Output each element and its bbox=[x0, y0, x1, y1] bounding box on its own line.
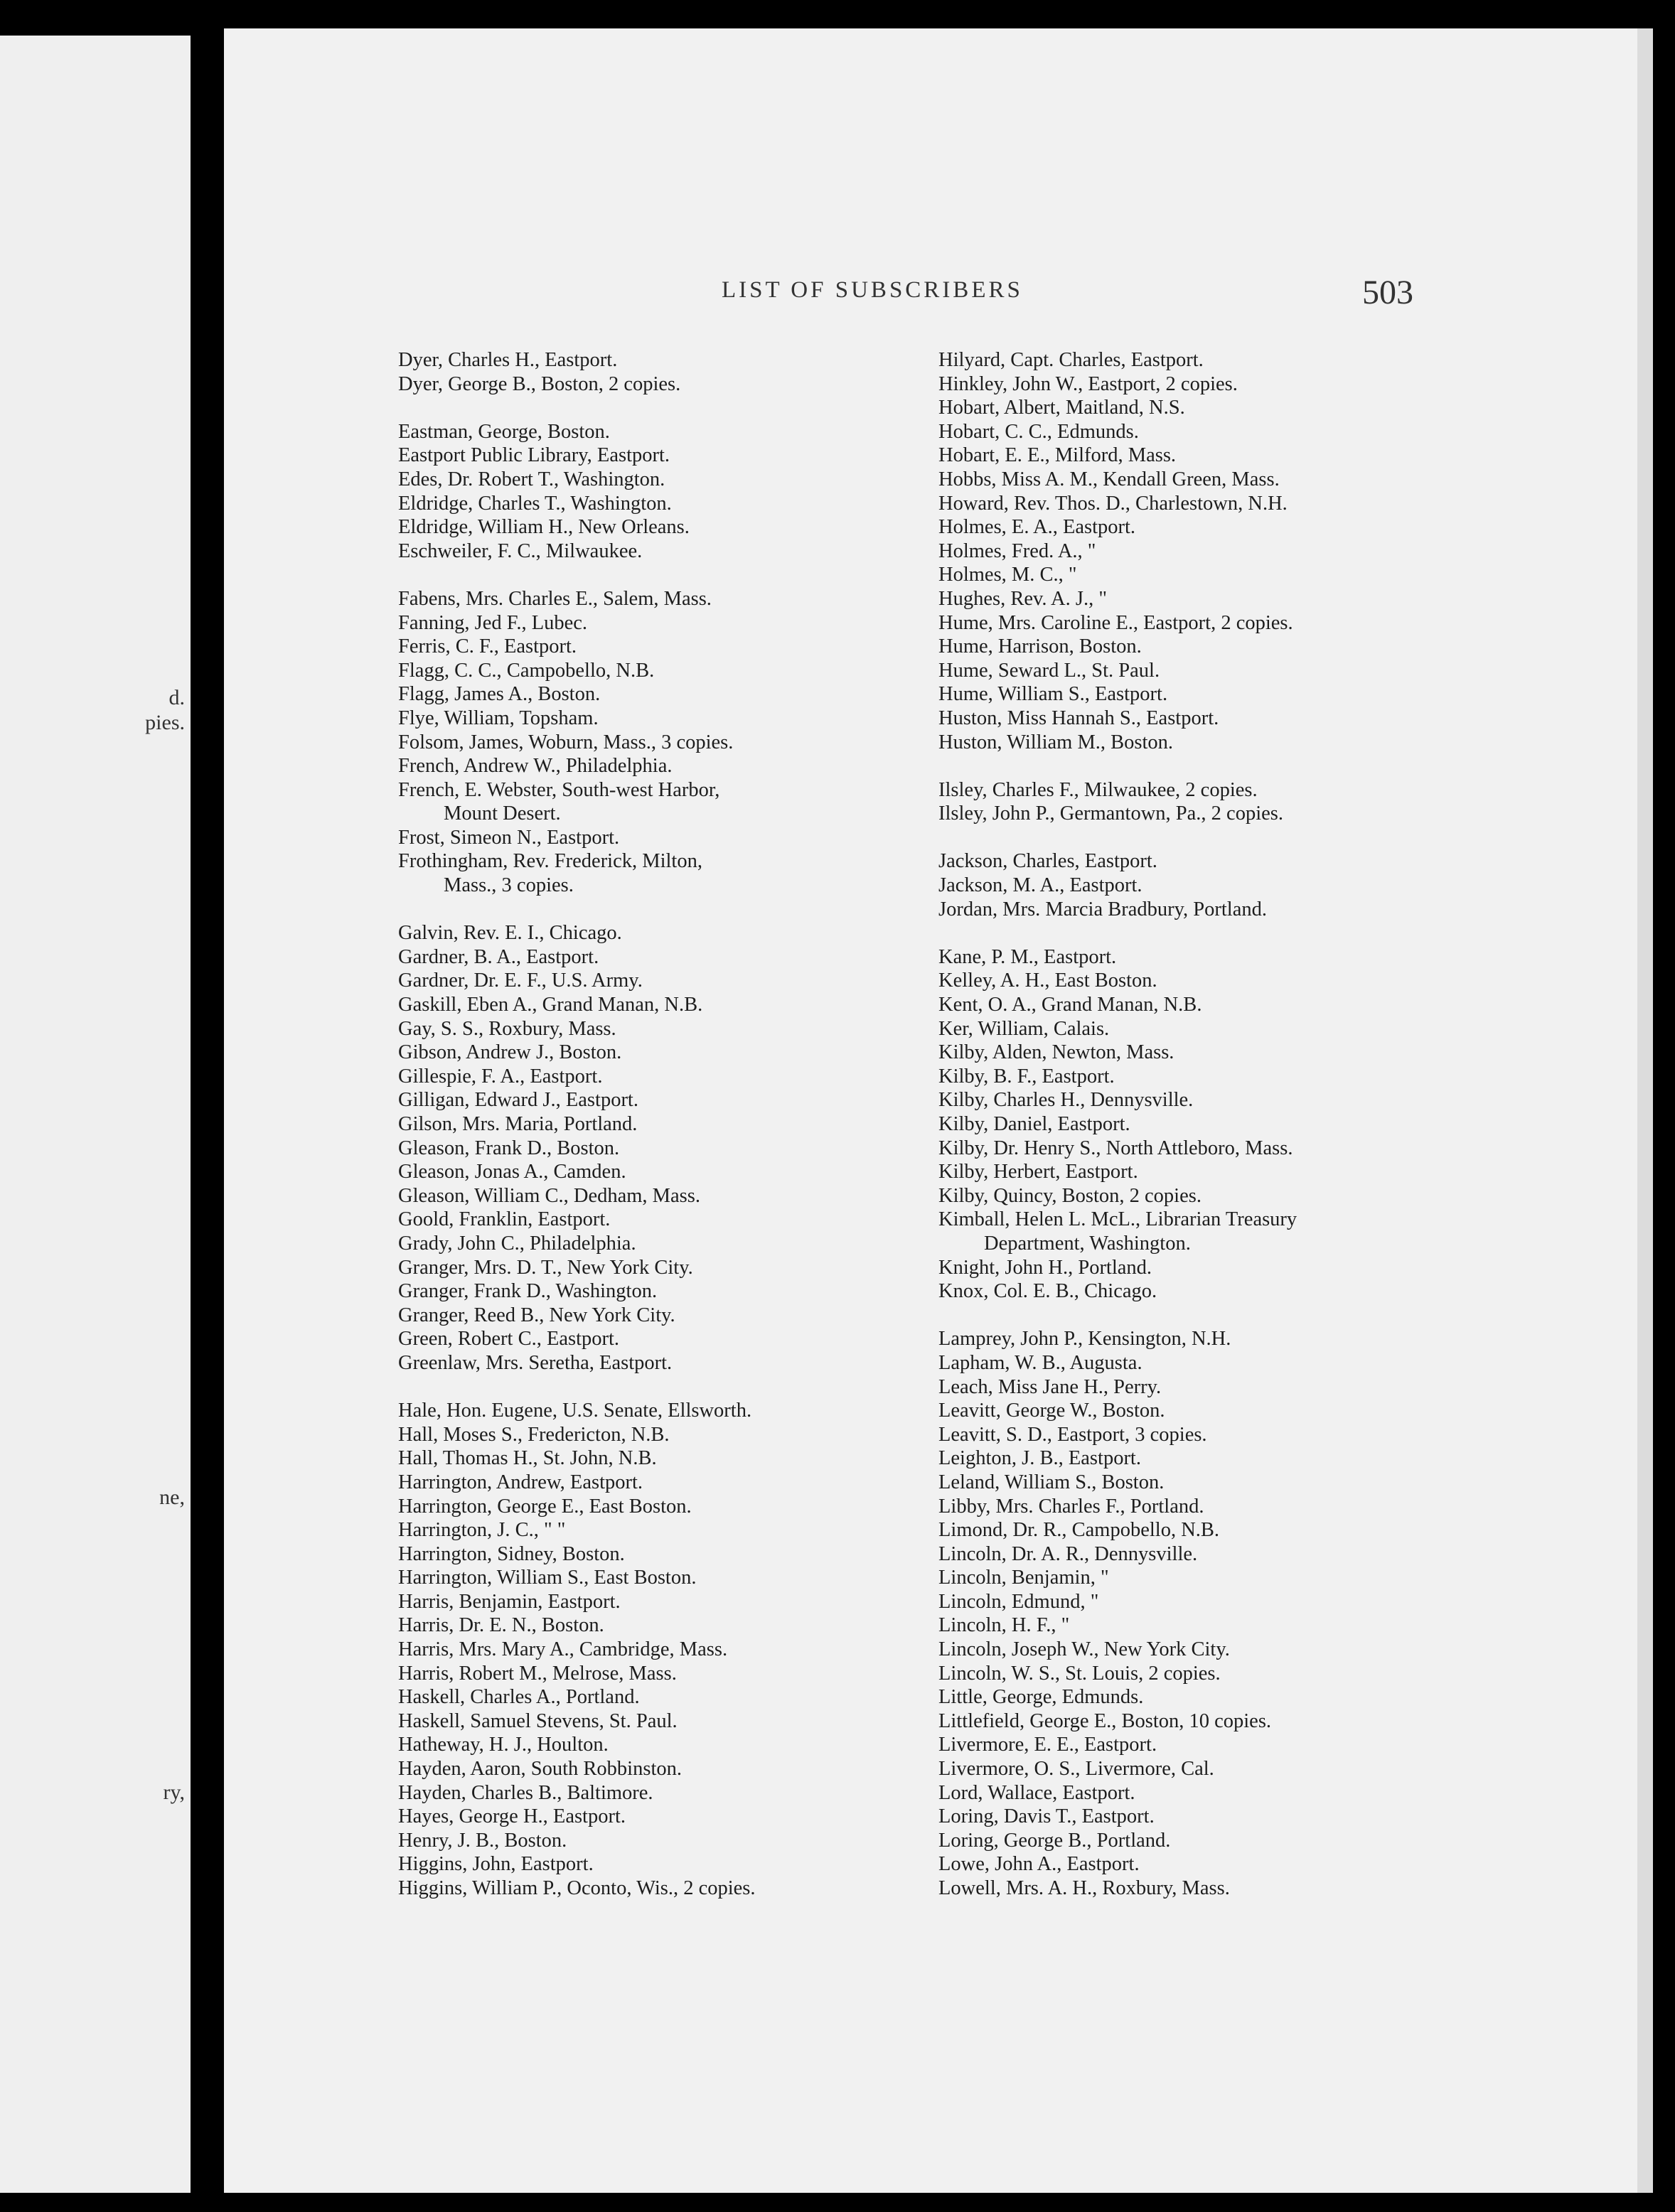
section-gap bbox=[398, 563, 899, 587]
subscriber-column-right bbox=[938, 348, 1479, 1901]
subscriber-entry-continuation: Mass., 3 copies. bbox=[444, 874, 574, 897]
subscriber-entry: Huston, William M., Boston. bbox=[938, 731, 1174, 753]
subscriber-entry: Gardner, B. A., Eastport. bbox=[398, 945, 599, 968]
subscriber-entry: Hume, Seward L., St. Paul. bbox=[938, 659, 1160, 682]
subscriber-entry: French, E. Webster, South-west Harbor, bbox=[398, 778, 720, 801]
section-gap bbox=[938, 1304, 1479, 1328]
subscriber-entry: French, Andrew W., Philadelphia. bbox=[398, 755, 673, 778]
section-gap bbox=[398, 1375, 899, 1400]
subscriber-entry: Frost, Simeon N., Eastport. bbox=[398, 826, 620, 849]
subscriber-entry: Holmes, M. C., " bbox=[938, 564, 1077, 586]
subscriber-entry: Kilby, Dr. Henry S., North Attleboro, Mass. bbox=[938, 1137, 1293, 1159]
subscriber-entry: Kilby, Daniel, Eastport. bbox=[938, 1113, 1130, 1135]
subscriber-entry: Harris, Robert M., Melrose, Mass. bbox=[398, 1662, 677, 1685]
subscriber-entry: Hayden, Aaron, South Robbinston. bbox=[398, 1758, 682, 1781]
subscriber-entry: Littlefield, George E., Boston, 10 copies. bbox=[938, 1709, 1272, 1732]
subscriber-entry: Frothingham, Rev. Frederick, Milton, bbox=[398, 850, 702, 873]
section-gap bbox=[938, 921, 1479, 945]
subscriber-entry: Harrington, George E., East Boston. bbox=[398, 1495, 692, 1518]
facing-page-fragment: pies. bbox=[145, 711, 185, 734]
subscriber-entry: Gleason, Frank D., Boston. bbox=[398, 1137, 620, 1159]
subscriber-entry: Holmes, Fred. A., " bbox=[938, 539, 1096, 562]
subscriber-entry: Flagg, James A., Boston. bbox=[398, 683, 601, 706]
subscriber-entry: Eldridge, Charles T., Washington. bbox=[398, 492, 672, 515]
section-gap bbox=[938, 754, 1479, 778]
subscriber-entry: Hume, Mrs. Caroline E., Eastport, 2 copies. bbox=[938, 611, 1293, 634]
page-number: 503 bbox=[1362, 274, 1413, 311]
subscriber-entry: Granger, Mrs. D. T., New York City. bbox=[398, 1256, 693, 1279]
subscriber-entry: Lincoln, W. S., St. Louis, 2 copies. bbox=[938, 1662, 1221, 1685]
subscriber-entry: Green, Robert C., Eastport. bbox=[398, 1328, 620, 1351]
subscriber-entry: Ker, William, Calais. bbox=[938, 1017, 1110, 1040]
subscriber-entry: Lincoln, Benjamin, " bbox=[938, 1567, 1109, 1589]
subscriber-entry: Huston, Miss Hannah S., Eastport. bbox=[938, 707, 1219, 729]
subscriber-entry: Hall, Moses S., Fredericton, N.B. bbox=[398, 1423, 670, 1446]
subscriber-entry: Leighton, J. B., Eastport. bbox=[938, 1447, 1141, 1470]
subscriber-entry: Lowe, John A., Eastport. bbox=[938, 1853, 1140, 1876]
subscriber-entry: Hayden, Charles B., Baltimore. bbox=[398, 1781, 653, 1804]
section-gap bbox=[398, 898, 899, 922]
subscriber-entry-continuation: Department, Washington. bbox=[984, 1232, 1191, 1255]
subscriber-entry: Holmes, E. A., Eastport. bbox=[938, 516, 1136, 539]
subscriber-entry: Kane, P. M., Eastport. bbox=[938, 945, 1117, 968]
subscriber-entry: Haskell, Charles A., Portland. bbox=[398, 1686, 640, 1709]
facing-page-fragment: ne, bbox=[159, 1486, 185, 1509]
subscriber-entry: Kilby, Charles H., Dennysville. bbox=[938, 1089, 1194, 1112]
subscriber-entry: Eldridge, William H., New Orleans. bbox=[398, 516, 690, 539]
subscriber-entry: Gaskill, Eben A., Grand Manan, N.B. bbox=[398, 994, 703, 1016]
subscriber-entry: Harrington, William S., East Boston. bbox=[398, 1567, 697, 1589]
subscriber-entry: Hughes, Rev. A. J., " bbox=[938, 587, 1107, 610]
subscriber-entry: Gilligan, Edward J., Eastport. bbox=[398, 1089, 638, 1112]
subscriber-entry: Hobbs, Miss A. M., Kendall Green, Mass. bbox=[938, 468, 1280, 490]
subscriber-entry: Harrington, J. C., " " bbox=[398, 1519, 566, 1542]
subscriber-column-left bbox=[398, 348, 899, 1901]
subscriber-entry: Kilby, Quincy, Boston, 2 copies. bbox=[938, 1184, 1202, 1207]
subscriber-entry: Eschweiler, F. C., Milwaukee. bbox=[398, 539, 643, 562]
subscriber-entry: Hume, Harrison, Boston. bbox=[938, 635, 1142, 658]
subscriber-entry: Hall, Thomas H., St. John, N.B. bbox=[398, 1447, 657, 1470]
subscriber-entry: Howard, Rev. Thos. D., Charlestown, N.H. bbox=[938, 492, 1288, 515]
subscriber-entry: Lowell, Mrs. A. H., Roxbury, Mass. bbox=[938, 1877, 1230, 1899]
subscriber-entry: Libby, Mrs. Charles F., Portland. bbox=[938, 1495, 1204, 1518]
subscriber-entry: Harris, Benjamin, Eastport. bbox=[398, 1590, 621, 1613]
subscriber-entry: Harrington, Sidney, Boston. bbox=[398, 1542, 625, 1565]
subscriber-entry: Ilsley, Charles F., Milwaukee, 2 copies. bbox=[938, 778, 1258, 801]
subscriber-entry: Lincoln, Joseph W., New York City. bbox=[938, 1638, 1230, 1661]
subscriber-entry: Granger, Reed B., New York City. bbox=[398, 1304, 675, 1326]
subscriber-entry: Jackson, M. A., Eastport. bbox=[938, 874, 1142, 897]
subscriber-entry: Fabens, Mrs. Charles E., Salem, Mass. bbox=[398, 587, 712, 610]
subscriber-entry: Goold, Franklin, Eastport. bbox=[398, 1208, 611, 1231]
subscriber-entry: Kilby, Herbert, Eastport. bbox=[938, 1161, 1138, 1183]
subscriber-entry: Hayes, George H., Eastport. bbox=[398, 1805, 626, 1828]
subscriber-entry: Henry, J. B., Boston. bbox=[398, 1829, 567, 1852]
subscriber-entry: Jordan, Mrs. Marcia Bradbury, Portland. bbox=[938, 898, 1267, 920]
subscriber-entry: Harrington, Andrew, Eastport. bbox=[398, 1471, 643, 1493]
subscriber-entry-continuation: Mount Desert. bbox=[444, 802, 561, 825]
subscriber-entry: Hatheway, H. J., Houlton. bbox=[398, 1734, 609, 1756]
subscriber-entry: Kilby, B. F., Eastport. bbox=[938, 1065, 1115, 1088]
subscriber-entry: Loring, Davis T., Eastport. bbox=[938, 1805, 1155, 1828]
subscriber-entry: Knox, Col. E. B., Chicago. bbox=[938, 1280, 1157, 1303]
subscriber-entry: Hume, William S., Eastport. bbox=[938, 683, 1168, 706]
subscriber-entry: Gilson, Mrs. Maria, Portland. bbox=[398, 1113, 638, 1135]
subscriber-entry: Loring, George B., Portland. bbox=[938, 1829, 1171, 1852]
subscriber-entry: Edes, Dr. Robert T., Washington. bbox=[398, 468, 665, 490]
subscriber-entry: Lincoln, H. F., " bbox=[938, 1614, 1070, 1637]
subscriber-entry: Hobart, Albert, Maitland, N.S. bbox=[938, 397, 1185, 419]
subscriber-entry: Grady, John C., Philadelphia. bbox=[398, 1232, 636, 1255]
subscriber-entry: Kelley, A. H., East Boston. bbox=[938, 970, 1157, 992]
subscriber-entry: Limond, Dr. R., Campobello, N.B. bbox=[938, 1519, 1220, 1542]
subscriber-entry: Hale, Hon. Eugene, U.S. Senate, Ellsworth. bbox=[398, 1400, 752, 1422]
subscriber-entry: Gleason, Jonas A., Camden. bbox=[398, 1161, 626, 1183]
subscriber-entry: Lincoln, Dr. A. R., Dennysville. bbox=[938, 1542, 1198, 1565]
subscriber-entry: Hinkley, John W., Eastport, 2 copies. bbox=[938, 372, 1238, 395]
subscriber-entry: Kimball, Helen L. McL., Librarian Treasury bbox=[938, 1208, 1297, 1231]
subscriber-entry: Harris, Dr. E. N., Boston. bbox=[398, 1614, 604, 1637]
subscriber-entry: Granger, Frank D., Washington. bbox=[398, 1280, 658, 1303]
subscriber-entry: Fanning, Jed F., Lubec. bbox=[398, 611, 588, 634]
subscriber-entry: Dyer, Charles H., Eastport. bbox=[398, 349, 618, 371]
subscriber-entry: Folsom, James, Woburn, Mass., 3 copies. bbox=[398, 731, 734, 753]
subscriber-entry: Eastport Public Library, Eastport. bbox=[398, 444, 670, 467]
subscriber-entry: Haskell, Samuel Stevens, St. Paul. bbox=[398, 1709, 678, 1732]
subscriber-entry: Leavitt, George W., Boston. bbox=[938, 1400, 1165, 1422]
subscriber-entry: Eastman, George, Boston. bbox=[398, 420, 610, 443]
subscriber-entry: Leland, William S., Boston. bbox=[938, 1471, 1165, 1493]
facing-page-fragment: ry, bbox=[163, 1781, 185, 1804]
subscriber-entry: Leach, Miss Jane H., Perry. bbox=[938, 1375, 1162, 1398]
subscriber-entry: Galvin, Rev. E. I., Chicago. bbox=[398, 922, 622, 945]
subscriber-entry: Dyer, George B., Boston, 2 copies. bbox=[398, 372, 681, 395]
subscriber-entry: Lincoln, Edmund, " bbox=[938, 1590, 1099, 1613]
section-gap bbox=[938, 826, 1479, 850]
subscriber-entry: Little, George, Edmunds. bbox=[938, 1686, 1144, 1709]
subscriber-entry: Higgins, John, Eastport. bbox=[398, 1853, 594, 1876]
subscriber-entry: Greenlaw, Mrs. Seretha, Eastport. bbox=[398, 1351, 673, 1374]
subscriber-entry: Knight, John H., Portland. bbox=[938, 1256, 1152, 1279]
subscriber-entry: Gleason, William C., Dedham, Mass. bbox=[398, 1184, 700, 1207]
subscriber-entry: Gardner, Dr. E. F., U.S. Army. bbox=[398, 970, 643, 992]
running-title: LIST OF SUBSCRIBERS bbox=[722, 277, 1023, 303]
subscriber-entry: Flye, William, Topsham. bbox=[398, 707, 599, 729]
facing-page-fragment: d. bbox=[168, 686, 185, 709]
subscriber-entry: Lord, Wallace, Eastport. bbox=[938, 1781, 1135, 1804]
subscriber-entry: Lapham, W. B., Augusta. bbox=[938, 1351, 1142, 1374]
subscriber-entry: Livermore, E. E., Eastport. bbox=[938, 1734, 1157, 1756]
subscriber-entry: Ilsley, John P., Germantown, Pa., 2 copies. bbox=[938, 802, 1283, 825]
page-edge-shadow bbox=[1637, 28, 1653, 2193]
subscriber-entry: Ferris, C. F., Eastport. bbox=[398, 635, 577, 658]
subscriber-entry: Livermore, O. S., Livermore, Cal. bbox=[938, 1758, 1214, 1781]
subscriber-entry: Higgins, William P., Oconto, Wis., 2 copies. bbox=[398, 1877, 756, 1899]
subscriber-entry: Gay, S. S., Roxbury, Mass. bbox=[398, 1017, 616, 1040]
subscriber-entry: Kilby, Alden, Newton, Mass. bbox=[938, 1041, 1174, 1064]
subscriber-entry: Kent, O. A., Grand Manan, N.B. bbox=[938, 994, 1202, 1016]
subscriber-entry: Gibson, Andrew J., Boston. bbox=[398, 1041, 622, 1064]
subscriber-entry: Hilyard, Capt. Charles, Eastport. bbox=[938, 349, 1204, 371]
subscriber-entry: Hobart, C. C., Edmunds. bbox=[938, 420, 1139, 443]
section-gap bbox=[398, 396, 899, 420]
subscriber-entry: Lamprey, John P., Kensington, N.H. bbox=[938, 1328, 1231, 1351]
subscriber-entry: Leavitt, S. D., Eastport, 3 copies. bbox=[938, 1423, 1207, 1446]
facing-page-edge bbox=[0, 36, 191, 2193]
subscriber-entry: Jackson, Charles, Eastport. bbox=[938, 850, 1157, 873]
subscriber-entry: Harris, Mrs. Mary A., Cambridge, Mass. bbox=[398, 1638, 728, 1661]
subscriber-entry: Flagg, C. C., Campobello, N.B. bbox=[398, 659, 655, 682]
subscriber-entry: Gillespie, F. A., Eastport. bbox=[398, 1065, 603, 1088]
subscriber-entry: Hobart, E. E., Milford, Mass. bbox=[938, 444, 1177, 467]
